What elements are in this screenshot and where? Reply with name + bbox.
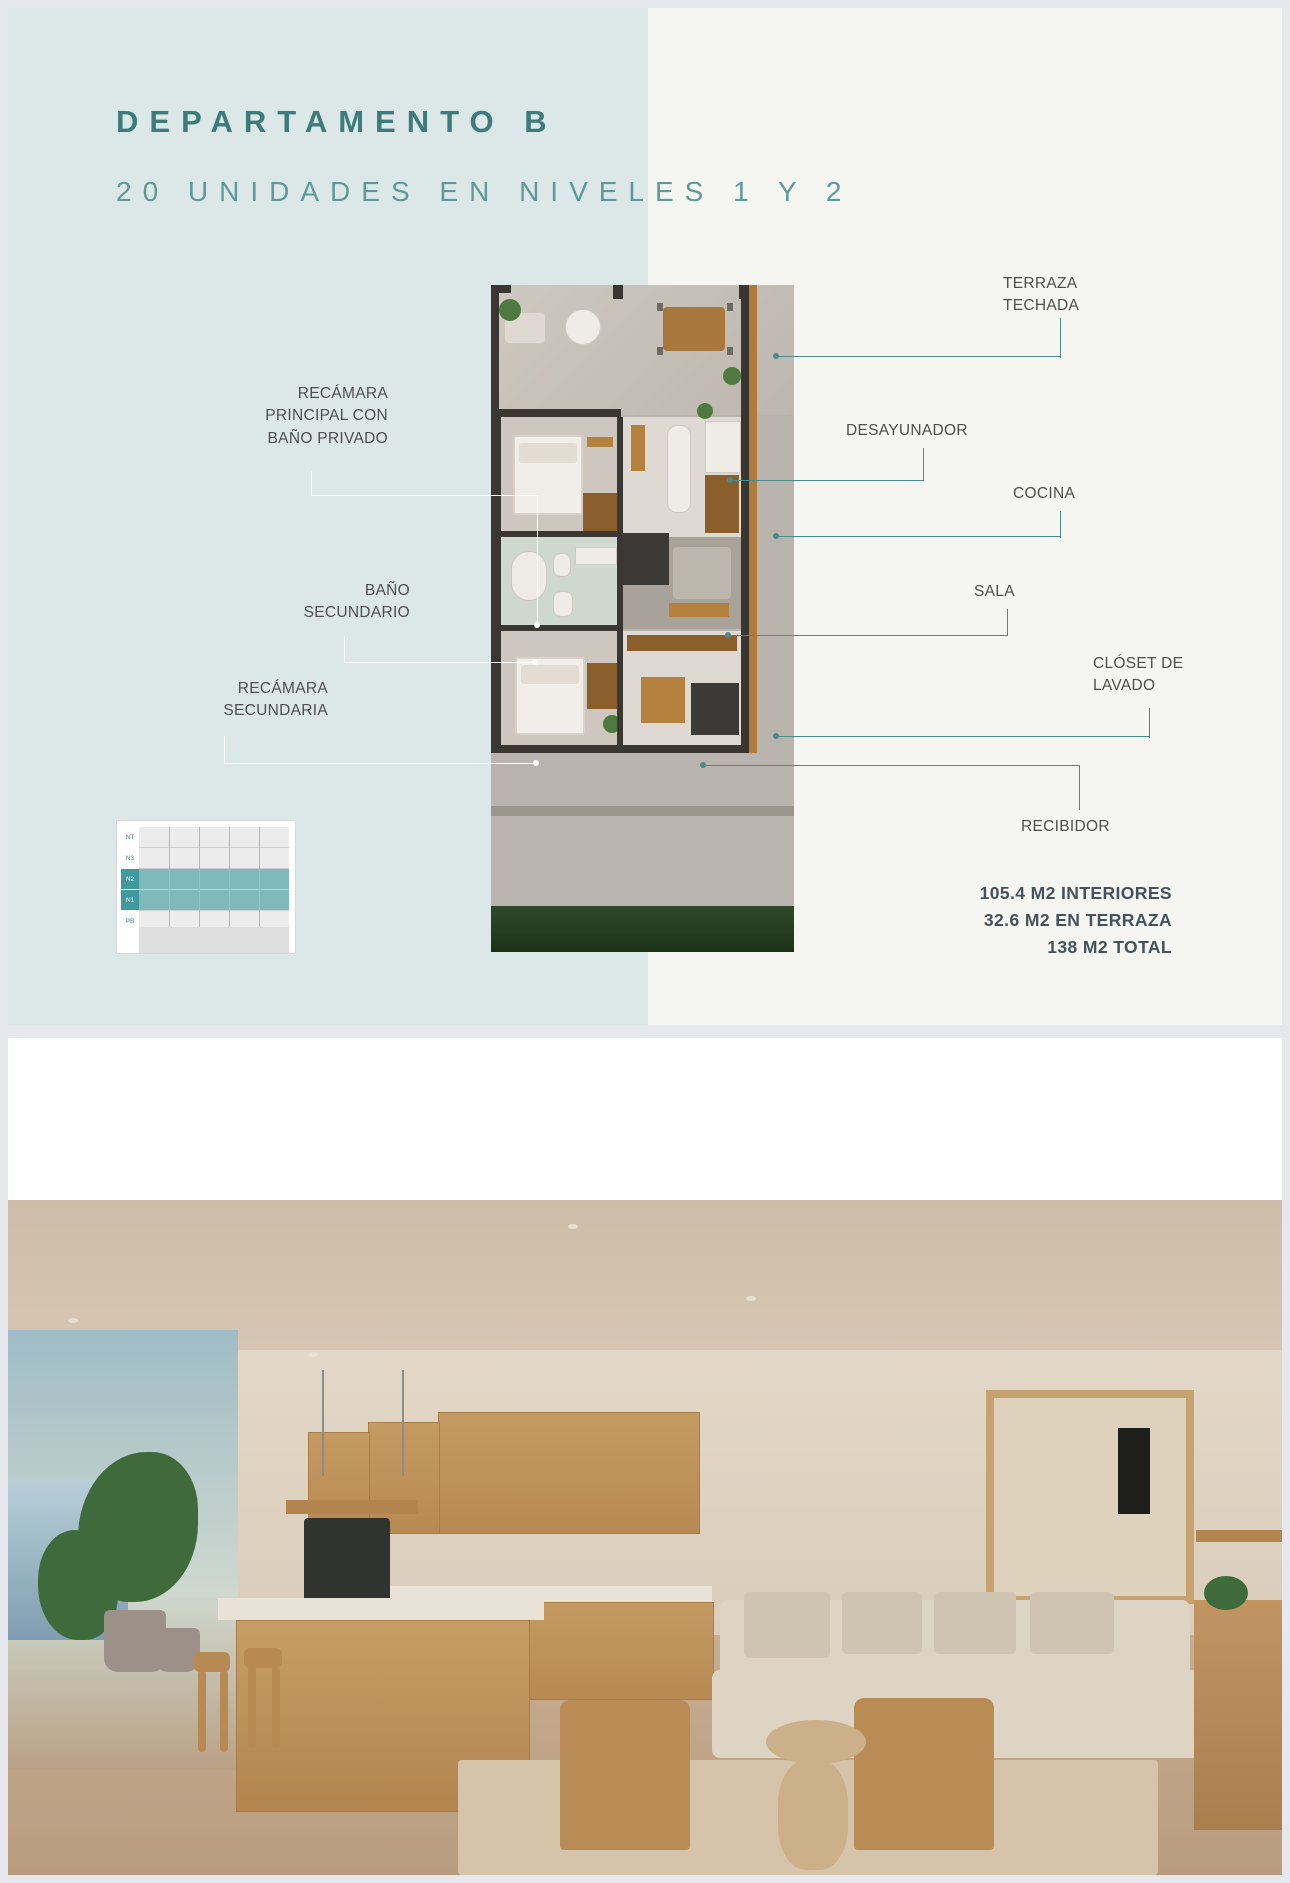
leader-dot-cocina xyxy=(773,533,779,539)
leader-cocina xyxy=(776,536,1061,537)
building-keyplan xyxy=(116,820,296,954)
leader-dot-terraza xyxy=(773,353,779,359)
leader-desayunador xyxy=(730,480,924,481)
area-interiores: 105.4 M2 INTERIORES xyxy=(979,883,1172,903)
callout-cocina-label: COCINA xyxy=(1013,485,1076,502)
keyplan-level-n1: N1 xyxy=(121,890,139,910)
leader-recibidor-vert xyxy=(1079,765,1080,810)
leader-dot-recamara-principal xyxy=(534,622,540,628)
leader-recibidor xyxy=(703,765,1080,766)
leader-recamara-principal xyxy=(311,495,539,496)
leader-recamara-principal-down xyxy=(537,495,538,625)
leader-dot-closet xyxy=(773,733,779,739)
callout-sala xyxy=(974,581,1154,603)
callout-recamara-secundaria-line1: RECÁMARA xyxy=(237,680,328,697)
callout-bano-secundario-line1: BAÑO xyxy=(364,582,410,599)
page-subtitle: 20 UNIDADES EN NIVELES 1 Y 2 xyxy=(116,176,853,207)
callout-terraza-line2: TECHADA xyxy=(1003,297,1080,315)
callout-desayunador-label: DESAYUNADOR xyxy=(846,422,968,439)
leader-cocina-vert xyxy=(1060,511,1061,538)
leader-sala xyxy=(728,635,1008,636)
leader-bano-secundario xyxy=(344,662,534,663)
leader-desayunador-vert xyxy=(923,448,924,481)
callout-closet-line2: LAVADO xyxy=(1093,677,1156,695)
callout-bano-secundario xyxy=(180,580,410,625)
leader-dot-sala xyxy=(725,632,731,638)
slide-interior-render xyxy=(8,1038,1282,1875)
slide-departamento-b xyxy=(8,8,1282,1025)
callout-bano-secundario-line2: SECUNDARIO xyxy=(303,604,410,622)
leader-terraza xyxy=(776,356,1061,357)
leader-dot-bano-secundario xyxy=(532,659,538,665)
callout-terraza-techada xyxy=(1003,273,1203,318)
leader-closet-vert xyxy=(1149,708,1150,738)
callout-closet-lavado xyxy=(1093,653,1282,698)
area-summary xyxy=(980,880,1172,961)
leader-bano-secundario-vert xyxy=(344,636,345,663)
callout-recamara-principal-line2: PRINCIPAL CON xyxy=(265,407,388,425)
callout-recibidor-label: RECIBIDOR xyxy=(1021,818,1110,835)
leader-dot-recibidor xyxy=(700,762,706,768)
keyplan-level-nt: NT xyxy=(125,833,135,841)
area-terraza: 32.6 M2 EN TERRAZA xyxy=(983,910,1172,931)
leader-dot-desayunador xyxy=(727,477,733,483)
page-title: DEPARTAMENTO B xyxy=(116,104,558,139)
leader-sala-vert xyxy=(1007,609,1008,636)
callout-desayunador xyxy=(846,420,1066,442)
keyplan-level-pb: PB xyxy=(125,917,135,925)
leader-recamara-principal-vert xyxy=(311,471,312,496)
keyplan-level-n2: N2 xyxy=(121,869,139,889)
callout-terraza-line1: TERRAZA xyxy=(1003,275,1078,292)
keyplan-level-n3: N3 xyxy=(125,854,135,862)
interior-render xyxy=(8,1200,1282,1875)
callout-recamara-secundaria-line2: SECUNDARIA xyxy=(223,702,328,720)
callout-cocina xyxy=(1013,483,1193,505)
area-total: 138 M2 TOTAL xyxy=(1047,937,1172,958)
callout-recibidor xyxy=(1021,816,1221,838)
callout-recamara-principal-line1: RECÁMARA xyxy=(297,385,388,402)
callout-recamara-secundaria xyxy=(138,678,328,723)
leader-terraza-vert xyxy=(1060,318,1061,358)
callout-recamara-principal-line3: BAÑO PRIVADO xyxy=(267,429,388,447)
leader-recamara-secundaria-vert xyxy=(224,736,225,764)
callout-sala-label: SALA xyxy=(974,583,1015,600)
leader-dot-recamara-secundaria xyxy=(533,760,539,766)
callout-closet-line1: CLÓSET DE xyxy=(1093,655,1184,672)
leader-recamara-secundaria xyxy=(224,763,536,764)
callout-recamara-principal xyxy=(188,383,388,450)
leader-closet xyxy=(776,736,1150,737)
